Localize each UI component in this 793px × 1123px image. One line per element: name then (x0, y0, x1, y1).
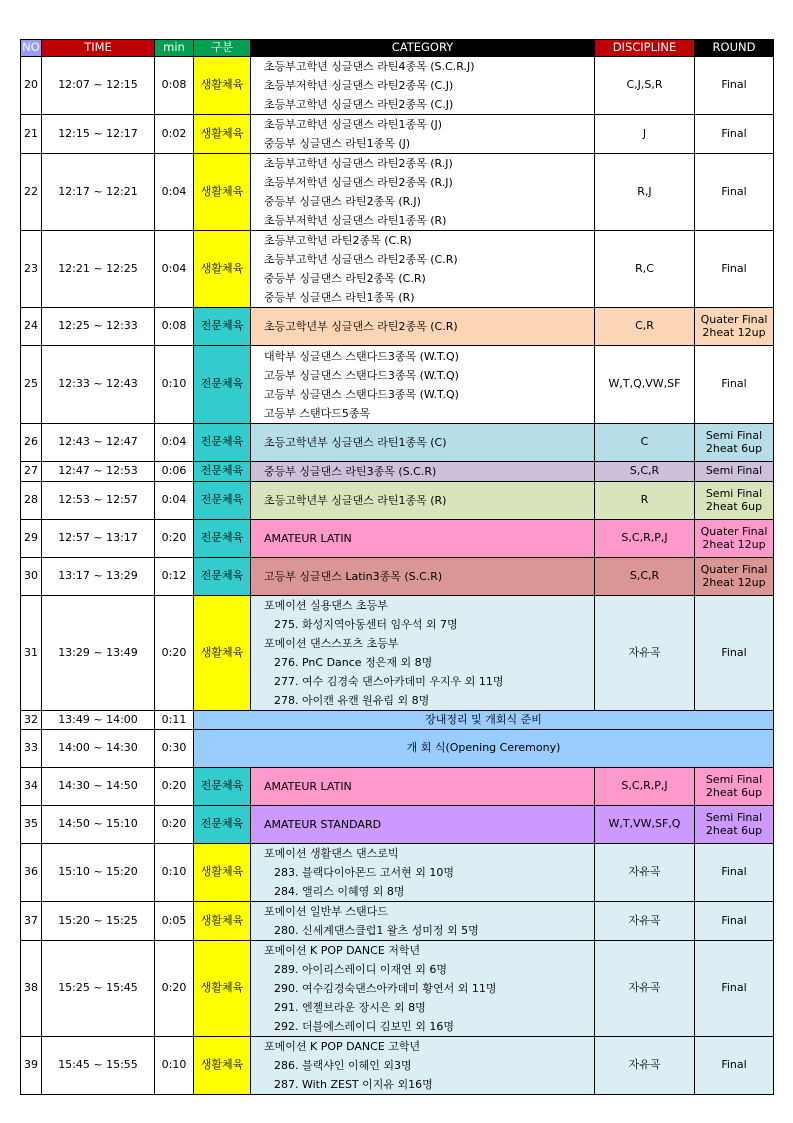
row-discipline: C,J,S,R (595, 57, 695, 115)
row-min: 0:30 (155, 730, 194, 768)
row-round (695, 596, 774, 711)
row-min: 0:20 (155, 806, 194, 844)
row-min: 0:10 (155, 1037, 194, 1095)
row-category (251, 558, 595, 596)
round-line: Quater Final (700, 562, 768, 576)
round-line: Final (721, 261, 747, 275)
category-line: 초등고학년부 싱글댄스 라틴1종목 (R) (264, 494, 447, 507)
row-time: 15:10 ~ 15:20 (42, 844, 155, 902)
category-entry: 287. With ZEST 이지유 외16명 (274, 1078, 433, 1091)
row-no: 27 (21, 462, 42, 482)
category-entry: 291. 엔젤브라운 장시은 외 8명 (274, 1001, 426, 1014)
row-no: 20 (21, 57, 42, 115)
row-discipline: W,T,Q,VW,SF (595, 346, 695, 424)
row-span-note: 개 회 식(Opening Ceremony) (194, 730, 774, 768)
row-discipline: S,C,R (595, 558, 695, 596)
category-line: 중등부 싱글댄스 라틴1종목 (R) (264, 291, 415, 304)
row-category (251, 768, 595, 806)
row-category (251, 57, 595, 115)
row-gubun: 전문체육 (194, 346, 251, 424)
round-line: Semi Final (705, 428, 763, 442)
row-gubun: 생활체육 (194, 844, 251, 902)
row-discipline: 자유곡 (595, 844, 695, 902)
round-line: Semi Final (705, 464, 763, 478)
row-gubun: 생활체육 (194, 941, 251, 1037)
category-line: 중등부 싱글댄스 라틴1종목 (J) (264, 137, 411, 150)
category-line: 포메이션 K POP DANCE 저학년 (264, 944, 421, 957)
row-gubun: 생활체육 (194, 902, 251, 941)
round-line: Final (721, 865, 747, 879)
row-min: 0:08 (155, 57, 194, 115)
header-category: CATEGORY (251, 40, 595, 57)
table-row (21, 482, 774, 520)
round-line: Semi Final (705, 486, 763, 500)
category-entry: 275. 화성지역아동센터 임우석 외 7명 (274, 618, 458, 631)
round-line: Quater Final (700, 524, 768, 538)
table-row (21, 154, 774, 231)
round-line: Semi Final (705, 810, 763, 824)
row-min: 0:20 (155, 520, 194, 558)
table-row (21, 558, 774, 596)
row-time: 12:33 ~ 12:43 (42, 346, 155, 424)
category-line: 초등고학년부 싱글댄스 라틴2종목 (C.R) (264, 320, 458, 333)
row-gubun: 전문체육 (194, 520, 251, 558)
row-gubun: 전문체육 (194, 308, 251, 346)
category-line: 포메이션 K POP DANCE 고학년 (264, 1040, 421, 1053)
row-min: 0:11 (155, 711, 194, 730)
table-row (21, 941, 774, 1037)
row-round (695, 115, 774, 154)
table-row (21, 844, 774, 902)
table-row (21, 57, 774, 115)
row-discipline: C,R (595, 308, 695, 346)
row-time: 12:07 ~ 12:15 (42, 57, 155, 115)
row-gubun: 전문체육 (194, 424, 251, 462)
row-round (695, 462, 774, 482)
row-time: 12:25 ~ 12:33 (42, 308, 155, 346)
row-category (251, 520, 595, 558)
row-discipline: R,C (595, 231, 695, 308)
row-category (251, 1037, 595, 1095)
row-round (695, 154, 774, 231)
row-no: 21 (21, 115, 42, 154)
category-line: 포메이션 실용댄스 초등부 (264, 599, 388, 612)
row-discipline: 자유곡 (595, 941, 695, 1037)
header-min: min (155, 40, 194, 57)
row-gubun: 생활체육 (194, 115, 251, 154)
row-time: 14:50 ~ 15:10 (42, 806, 155, 844)
row-no: 30 (21, 558, 42, 596)
row-no: 39 (21, 1037, 42, 1095)
category-entry: 284. 앨리스 이혜영 외 8명 (274, 885, 405, 898)
row-no: 31 (21, 596, 42, 711)
category-line: 중등부 싱글댄스 라틴2종목 (R.J) (264, 195, 421, 208)
category-entry: 276. PnC Dance 정은재 외 8명 (274, 656, 433, 669)
row-no: 32 (21, 711, 42, 730)
row-category (251, 596, 595, 711)
row-category (251, 231, 595, 308)
table-row (21, 462, 774, 482)
row-category (251, 902, 595, 941)
row-round (695, 482, 774, 520)
table-row (21, 806, 774, 844)
row-no: 26 (21, 424, 42, 462)
row-category (251, 462, 595, 482)
row-category (251, 346, 595, 424)
category-entry: 289. 아이리스레이디 이재연 외 6명 (274, 963, 447, 976)
category-line: 고등부 싱글댄스 스탠다드3종목 (W.T.Q) (264, 368, 459, 382)
round-line: Final (721, 645, 747, 659)
table-row (21, 711, 774, 730)
row-min: 0:02 (155, 115, 194, 154)
category-entry: 277. 여수 김경숙 댄스아카데미 우지우 외 11명 (274, 675, 504, 688)
row-round (695, 844, 774, 902)
row-gubun: 전문체육 (194, 768, 251, 806)
row-no: 34 (21, 768, 42, 806)
table-row (21, 768, 774, 806)
category-line: 초등부고학년 싱글댄스 라틴1종목 (J) (264, 118, 443, 131)
table-row (21, 596, 774, 711)
row-min: 0:10 (155, 844, 194, 902)
category-line: 초등부고학년 싱글댄스 라틴2종목 (C.R) (264, 253, 458, 266)
schedule-body (21, 57, 774, 1095)
row-min: 0:12 (155, 558, 194, 596)
category-line: 고등부 싱글댄스 Latin3종목 (S.C.R) (264, 570, 443, 583)
table-row (21, 115, 774, 154)
row-round (695, 520, 774, 558)
row-no: 36 (21, 844, 42, 902)
category-entry: 290. 여수김경숙댄스아카데미 황연서 외 11명 (274, 982, 497, 995)
row-time: 12:15 ~ 12:17 (42, 115, 155, 154)
row-gubun: 생활체육 (194, 1037, 251, 1095)
row-gubun: 생활체육 (194, 154, 251, 231)
table-row (21, 520, 774, 558)
header-discipline: DISCIPLINE (595, 40, 695, 57)
row-min: 0:06 (155, 462, 194, 482)
table-row (21, 308, 774, 346)
row-time: 12:43 ~ 12:47 (42, 424, 155, 462)
row-time: 12:53 ~ 12:57 (42, 482, 155, 520)
category-line: 초등부저학년 싱글댄스 라틴2종목 (R.J) (264, 176, 453, 189)
row-time: 13:17 ~ 13:29 (42, 558, 155, 596)
category-line: 초등부고학년 라틴2종목 (C.R) (264, 234, 412, 247)
row-category (251, 115, 595, 154)
row-min: 0:20 (155, 941, 194, 1037)
row-min: 0:08 (155, 308, 194, 346)
header-row (21, 40, 774, 57)
row-time: 13:49 ~ 14:00 (42, 711, 155, 730)
row-gubun: 생활체육 (194, 57, 251, 115)
category-entry: 283. 블랙다이아몬드 고서현 외 10명 (274, 866, 454, 879)
row-min: 0:20 (155, 768, 194, 806)
row-round (695, 308, 774, 346)
row-no: 38 (21, 941, 42, 1037)
category-line: 포메이션 댄스스포츠 초등부 (264, 637, 399, 650)
row-round (695, 231, 774, 308)
row-time: 14:00 ~ 14:30 (42, 730, 155, 768)
round-line: 2heat 12up (702, 575, 766, 589)
row-category (251, 844, 595, 902)
category-line: 초등부고학년 싱글댄스 라틴2종목 (C.J) (264, 98, 454, 111)
category-line: AMATEUR LATIN (264, 532, 352, 545)
header-no: NO (21, 40, 42, 57)
row-round (695, 424, 774, 462)
round-line: Final (721, 126, 747, 140)
row-time: 12:17 ~ 12:21 (42, 154, 155, 231)
row-no: 23 (21, 231, 42, 308)
row-min: 0:04 (155, 424, 194, 462)
category-line: 초등부고학년 싱글댄스 라틴4종목 (S.C.R.J) (264, 60, 475, 73)
row-round (695, 941, 774, 1037)
row-round (695, 806, 774, 844)
round-line: Final (721, 184, 747, 198)
category-line: 포메이션 일반부 스탠다드 (264, 905, 388, 918)
round-line: Final (721, 1058, 747, 1072)
round-line: Final (721, 377, 747, 391)
category-line: 포메이션 생활댄스 댄스로빅 (264, 847, 399, 860)
row-discipline: W,T,VW,SF,Q (595, 806, 695, 844)
round-line: 2heat 6up (705, 785, 763, 799)
row-no: 25 (21, 346, 42, 424)
row-min: 0:05 (155, 902, 194, 941)
round-line: 2heat 6up (705, 823, 763, 837)
round-line: Semi Final (705, 772, 763, 786)
row-time: 15:25 ~ 15:45 (42, 941, 155, 1037)
header-gubun: 구분 (194, 40, 251, 57)
category-line: 대학부 싱글댄스 스탠다드3종목 (W.T.Q) (264, 349, 459, 363)
row-discipline: S,C,R (595, 462, 695, 482)
table-row (21, 1037, 774, 1095)
category-line: AMATEUR STANDARD (264, 818, 382, 831)
row-gubun: 생활체육 (194, 231, 251, 308)
row-gubun: 전문체육 (194, 462, 251, 482)
round-line: Quater Final (700, 312, 768, 326)
row-no: 37 (21, 902, 42, 941)
row-discipline: S,C,R,P,J (595, 768, 695, 806)
table-row (21, 346, 774, 424)
row-span-note: 장내정리 및 개회식 준비 (194, 711, 774, 730)
table-row (21, 424, 774, 462)
row-no: 24 (21, 308, 42, 346)
category-entry: 280. 신세계댄스클럽1 왈츠 성미정 외 5명 (274, 924, 479, 937)
row-no: 35 (21, 806, 42, 844)
row-min: 0:10 (155, 346, 194, 424)
row-discipline: R (595, 482, 695, 520)
row-time: 15:20 ~ 15:25 (42, 902, 155, 941)
row-discipline: C (595, 424, 695, 462)
row-category (251, 154, 595, 231)
row-category (251, 308, 595, 346)
table-row (21, 902, 774, 941)
row-discipline: R,J (595, 154, 695, 231)
row-category (251, 806, 595, 844)
category-entry: 286. 블랙샤인 이혜인 외3명 (274, 1059, 412, 1072)
row-min: 0:20 (155, 596, 194, 711)
row-discipline: 자유곡 (595, 902, 695, 941)
category-line: AMATEUR LATIN (264, 780, 352, 793)
row-discipline: J (595, 115, 695, 154)
row-time: 14:30 ~ 14:50 (42, 768, 155, 806)
row-category (251, 482, 595, 520)
row-round (695, 346, 774, 424)
row-gubun: 전문체육 (194, 558, 251, 596)
round-line: Final (721, 981, 747, 995)
row-gubun: 전문체육 (194, 482, 251, 520)
row-no: 22 (21, 154, 42, 231)
row-round (695, 768, 774, 806)
row-min: 0:04 (155, 154, 194, 231)
row-min: 0:04 (155, 482, 194, 520)
category-line: 초등고학년부 싱글댄스 라틴1종목 (C) (264, 436, 447, 449)
round-line: 2heat 6up (705, 499, 763, 513)
row-discipline: 자유곡 (595, 596, 695, 711)
row-discipline: S,C,R,P,J (595, 520, 695, 558)
category-entry: 292. 더블에스레이디 김보민 외 16명 (274, 1020, 454, 1033)
category-line: 초등부고학년 싱글댄스 라틴2종목 (R.J) (264, 157, 453, 170)
row-round (695, 558, 774, 596)
round-line: Final (721, 913, 747, 927)
row-time: 15:45 ~ 15:55 (42, 1037, 155, 1095)
table-row (21, 231, 774, 308)
round-line: Final (721, 78, 747, 92)
row-category (251, 424, 595, 462)
row-time: 12:21 ~ 12:25 (42, 231, 155, 308)
category-line: 중등부 싱글댄스 라틴2종목 (C.R) (264, 272, 426, 285)
category-line: 고등부 싱글댄스 스탠다드3종목 (W.T.Q) (264, 387, 459, 401)
row-category (251, 941, 595, 1037)
row-round (695, 1037, 774, 1095)
category-entry: 278. 아이캔 유캔 원유림 외 8명 (274, 694, 430, 707)
header-round: ROUND (695, 40, 774, 57)
row-time: 12:57 ~ 13:17 (42, 520, 155, 558)
header-time: TIME (42, 40, 155, 57)
row-time: 12:47 ~ 12:53 (42, 462, 155, 482)
row-gubun: 전문체육 (194, 806, 251, 844)
row-gubun: 생활체육 (194, 596, 251, 711)
row-no: 28 (21, 482, 42, 520)
row-min: 0:04 (155, 231, 194, 308)
category-line: 초등부저학년 싱글댄스 라틴1종목 (R) (264, 214, 447, 227)
round-line: 2heat 6up (705, 441, 763, 455)
row-round (695, 57, 774, 115)
row-no: 33 (21, 730, 42, 768)
row-discipline: 자유곡 (595, 1037, 695, 1095)
category-line: 고등부 스탠다드5종목 (264, 406, 371, 420)
table-row (21, 730, 774, 768)
row-round (695, 902, 774, 941)
row-no: 29 (21, 520, 42, 558)
category-line: 초등부저학년 싱글댄스 라틴2종목 (C.J) (264, 79, 454, 92)
category-line: 중등부 싱글댄스 라틴3종목 (S.C.R) (264, 465, 437, 478)
row-time: 13:29 ~ 13:49 (42, 596, 155, 711)
round-line: 2heat 12up (702, 325, 766, 339)
round-line: 2heat 12up (702, 537, 766, 551)
schedule-table (20, 39, 774, 1095)
